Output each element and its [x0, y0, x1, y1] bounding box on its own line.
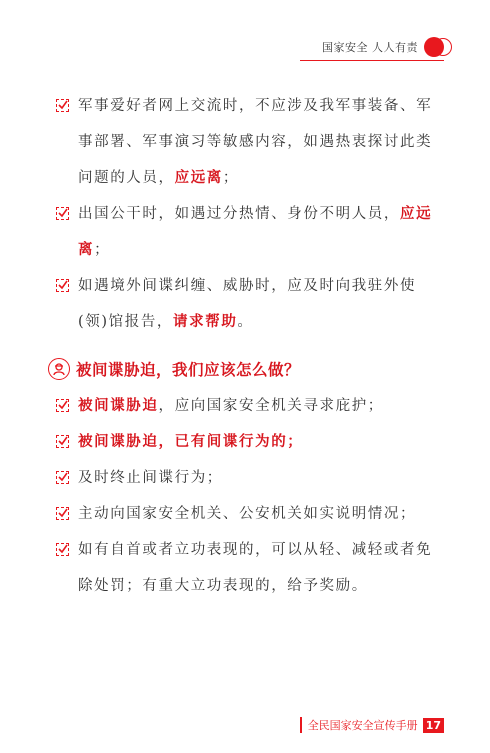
item-emphasis: 应远离	[78, 205, 433, 258]
item-text: 如有自首或者立功表现的，可以从轻、减轻或者免除处罚；有重大立功表现的，给予奖励。	[78, 542, 433, 594]
item-text: 军事爱好者网上交流时，不应涉及我军事装备、军事部署、军事演习等敏感内容，如遇热衷探讨此类问题的人员，	[78, 98, 433, 186]
check-box-icon	[56, 543, 69, 556]
check-box-icon	[56, 507, 69, 520]
section-title: 被间谍胁迫，我们应该怎么做？	[76, 361, 301, 379]
check-box-icon	[56, 99, 69, 112]
item-text: 主动向国家安全机关、公安机关如实说明情况；	[78, 506, 417, 522]
list-item	[56, 88, 446, 196]
check-box-icon	[56, 471, 69, 484]
item-punct: ；	[222, 170, 240, 186]
item-emphasis: 请求帮助	[173, 313, 238, 330]
section-heading	[48, 354, 446, 384]
footer-title: 全民国家安全宣传手册	[307, 719, 418, 732]
check-box-icon	[56, 435, 69, 448]
item-text: 及时终止间谍行为；	[78, 470, 223, 486]
item-emphasis: 应远离	[174, 169, 223, 186]
item-punct: ；	[94, 242, 111, 258]
list-item	[56, 196, 446, 268]
item-emphasis: 被间谍胁迫	[78, 397, 159, 414]
header-rule	[300, 60, 444, 61]
list-item	[56, 460, 446, 496]
item-text: 出国公干时，如遇过分热情、身份不明人员，	[78, 206, 400, 222]
item-emphasis: 被间谍胁迫，已有间谍行为的；	[78, 433, 304, 450]
header-circle-icon	[424, 37, 444, 57]
item-punct: 。	[237, 314, 254, 330]
check-box-icon	[56, 279, 69, 292]
header-title: 国家安全 人人有责	[322, 41, 418, 54]
list-item	[56, 532, 446, 604]
list-item	[56, 388, 446, 424]
check-box-icon	[56, 399, 69, 412]
spy-figure-icon	[48, 358, 70, 380]
check-box-icon	[56, 207, 69, 220]
list-item	[56, 268, 446, 340]
list-item	[56, 496, 446, 532]
footer-divider	[300, 717, 302, 733]
item-text: ，应向国家安全机关寻求庇护；	[158, 398, 384, 414]
item-text: 如遇境外间谍纠缠、威胁时，应及时向我驻外使(领)馆报告，	[78, 278, 417, 330]
page-footer	[300, 717, 444, 733]
page-header	[322, 36, 444, 58]
main-content	[56, 88, 446, 604]
page-number: 17	[423, 718, 444, 733]
list-item	[56, 424, 446, 460]
